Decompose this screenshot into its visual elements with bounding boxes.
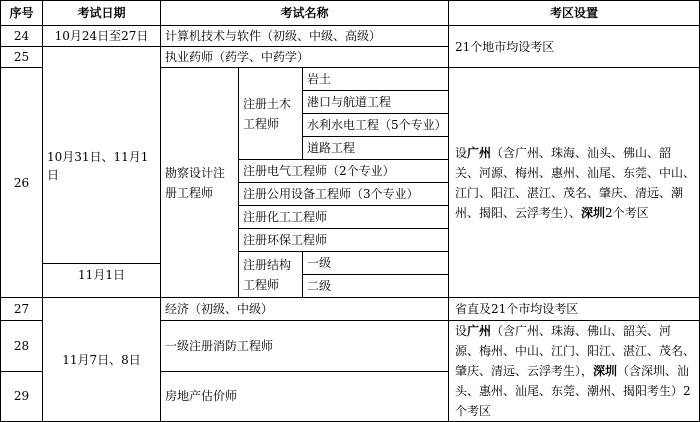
row-no: 25	[1, 47, 43, 68]
exam-subitem: 道路工程	[303, 137, 449, 160]
exam-region	[449, 321, 700, 422]
exam-region	[449, 68, 700, 298]
exam-date: 10月31日、11月1日	[47, 149, 149, 182]
exam-subgroup-name: 注册结构工程师	[239, 252, 303, 298]
region-city-shenzhen: 深圳	[581, 205, 606, 220]
header-date: 考试日期	[43, 1, 161, 26]
row-no: 26	[1, 68, 43, 298]
exam-date: 11月1日	[78, 268, 125, 282]
region-detail: （含广州、珠海、汕头、佛山、韶关、河源、梅州、惠州、汕尾、东莞、中山、江门、阳江、湛江、茂名、肇庆、清远、潮州、揭阳、云浮考生）、	[455, 145, 696, 220]
header-region: 考区设置	[449, 1, 700, 26]
region-city-guangzhou: 广州	[467, 145, 492, 160]
exam-group-name: 勘察设计注册工程师	[161, 68, 239, 298]
region-detail: （含广州、珠海、佛山、韶关、河源、梅州、中山、江门、阳江、湛江、茂名、肇庆、清远、云浮考生），	[455, 324, 696, 378]
exam-name: 计算机技术与软件（初级、中级、高级）	[161, 26, 449, 47]
exam-name: 执业药师（药学、中药学）	[161, 47, 449, 68]
table-row	[1, 298, 700, 321]
exam-subitem: 水利水电工程（5个专业）	[303, 114, 449, 137]
row-no: 28	[1, 321, 43, 372]
exam-subgroup-name: 注册电气工程师（2个专业）	[239, 160, 449, 183]
header-name: 考试名称	[161, 1, 449, 26]
exam-subitem: 一级	[303, 252, 449, 275]
row-no: 24	[1, 26, 43, 47]
region-tail: （含深圳、汕头、惠州、汕尾、东莞、潮州、揭阳考生）2个考区	[455, 364, 691, 418]
exam-subgroup-name: 注册化工工程师	[239, 206, 449, 229]
exam-date: 11月7日、8日	[43, 298, 161, 422]
exam-region: 21个地市均设考区	[449, 26, 700, 68]
row-no: 27	[1, 298, 43, 321]
exam-date-cell	[43, 47, 161, 298]
exam-name: 经济（初级、中级）	[161, 298, 449, 321]
region-city-guangzhou: 广州	[467, 324, 492, 338]
exam-name: 房地产估价师	[161, 371, 449, 422]
exam-name: 一级注册消防工程师	[161, 321, 449, 372]
region-prefix: 设	[455, 145, 468, 160]
region-prefix: 设	[455, 324, 468, 338]
exam-subgroup-name: 注册环保工程师	[239, 229, 449, 252]
table-row	[1, 26, 700, 47]
header-no: 序号	[1, 1, 43, 26]
row-no: 29	[1, 371, 43, 422]
table-header-row	[1, 1, 700, 26]
exam-subitem: 港口与航道工程	[303, 91, 449, 114]
exam-subitem: 岩土	[303, 68, 449, 91]
exam-region: 省直及21个市均设考区	[449, 298, 700, 321]
exam-date: 10月24日至27日	[43, 26, 161, 47]
exam-subgroup-name: 注册公用设备工程师（3个专业）	[239, 183, 449, 206]
exam-subitem: 二级	[303, 275, 449, 298]
exam-subgroup-name: 注册土木工程师	[239, 68, 303, 160]
date-divider	[43, 263, 160, 264]
region-tail: 2个考区	[605, 205, 649, 220]
region-city-shenzhen: 深圳	[593, 364, 618, 378]
